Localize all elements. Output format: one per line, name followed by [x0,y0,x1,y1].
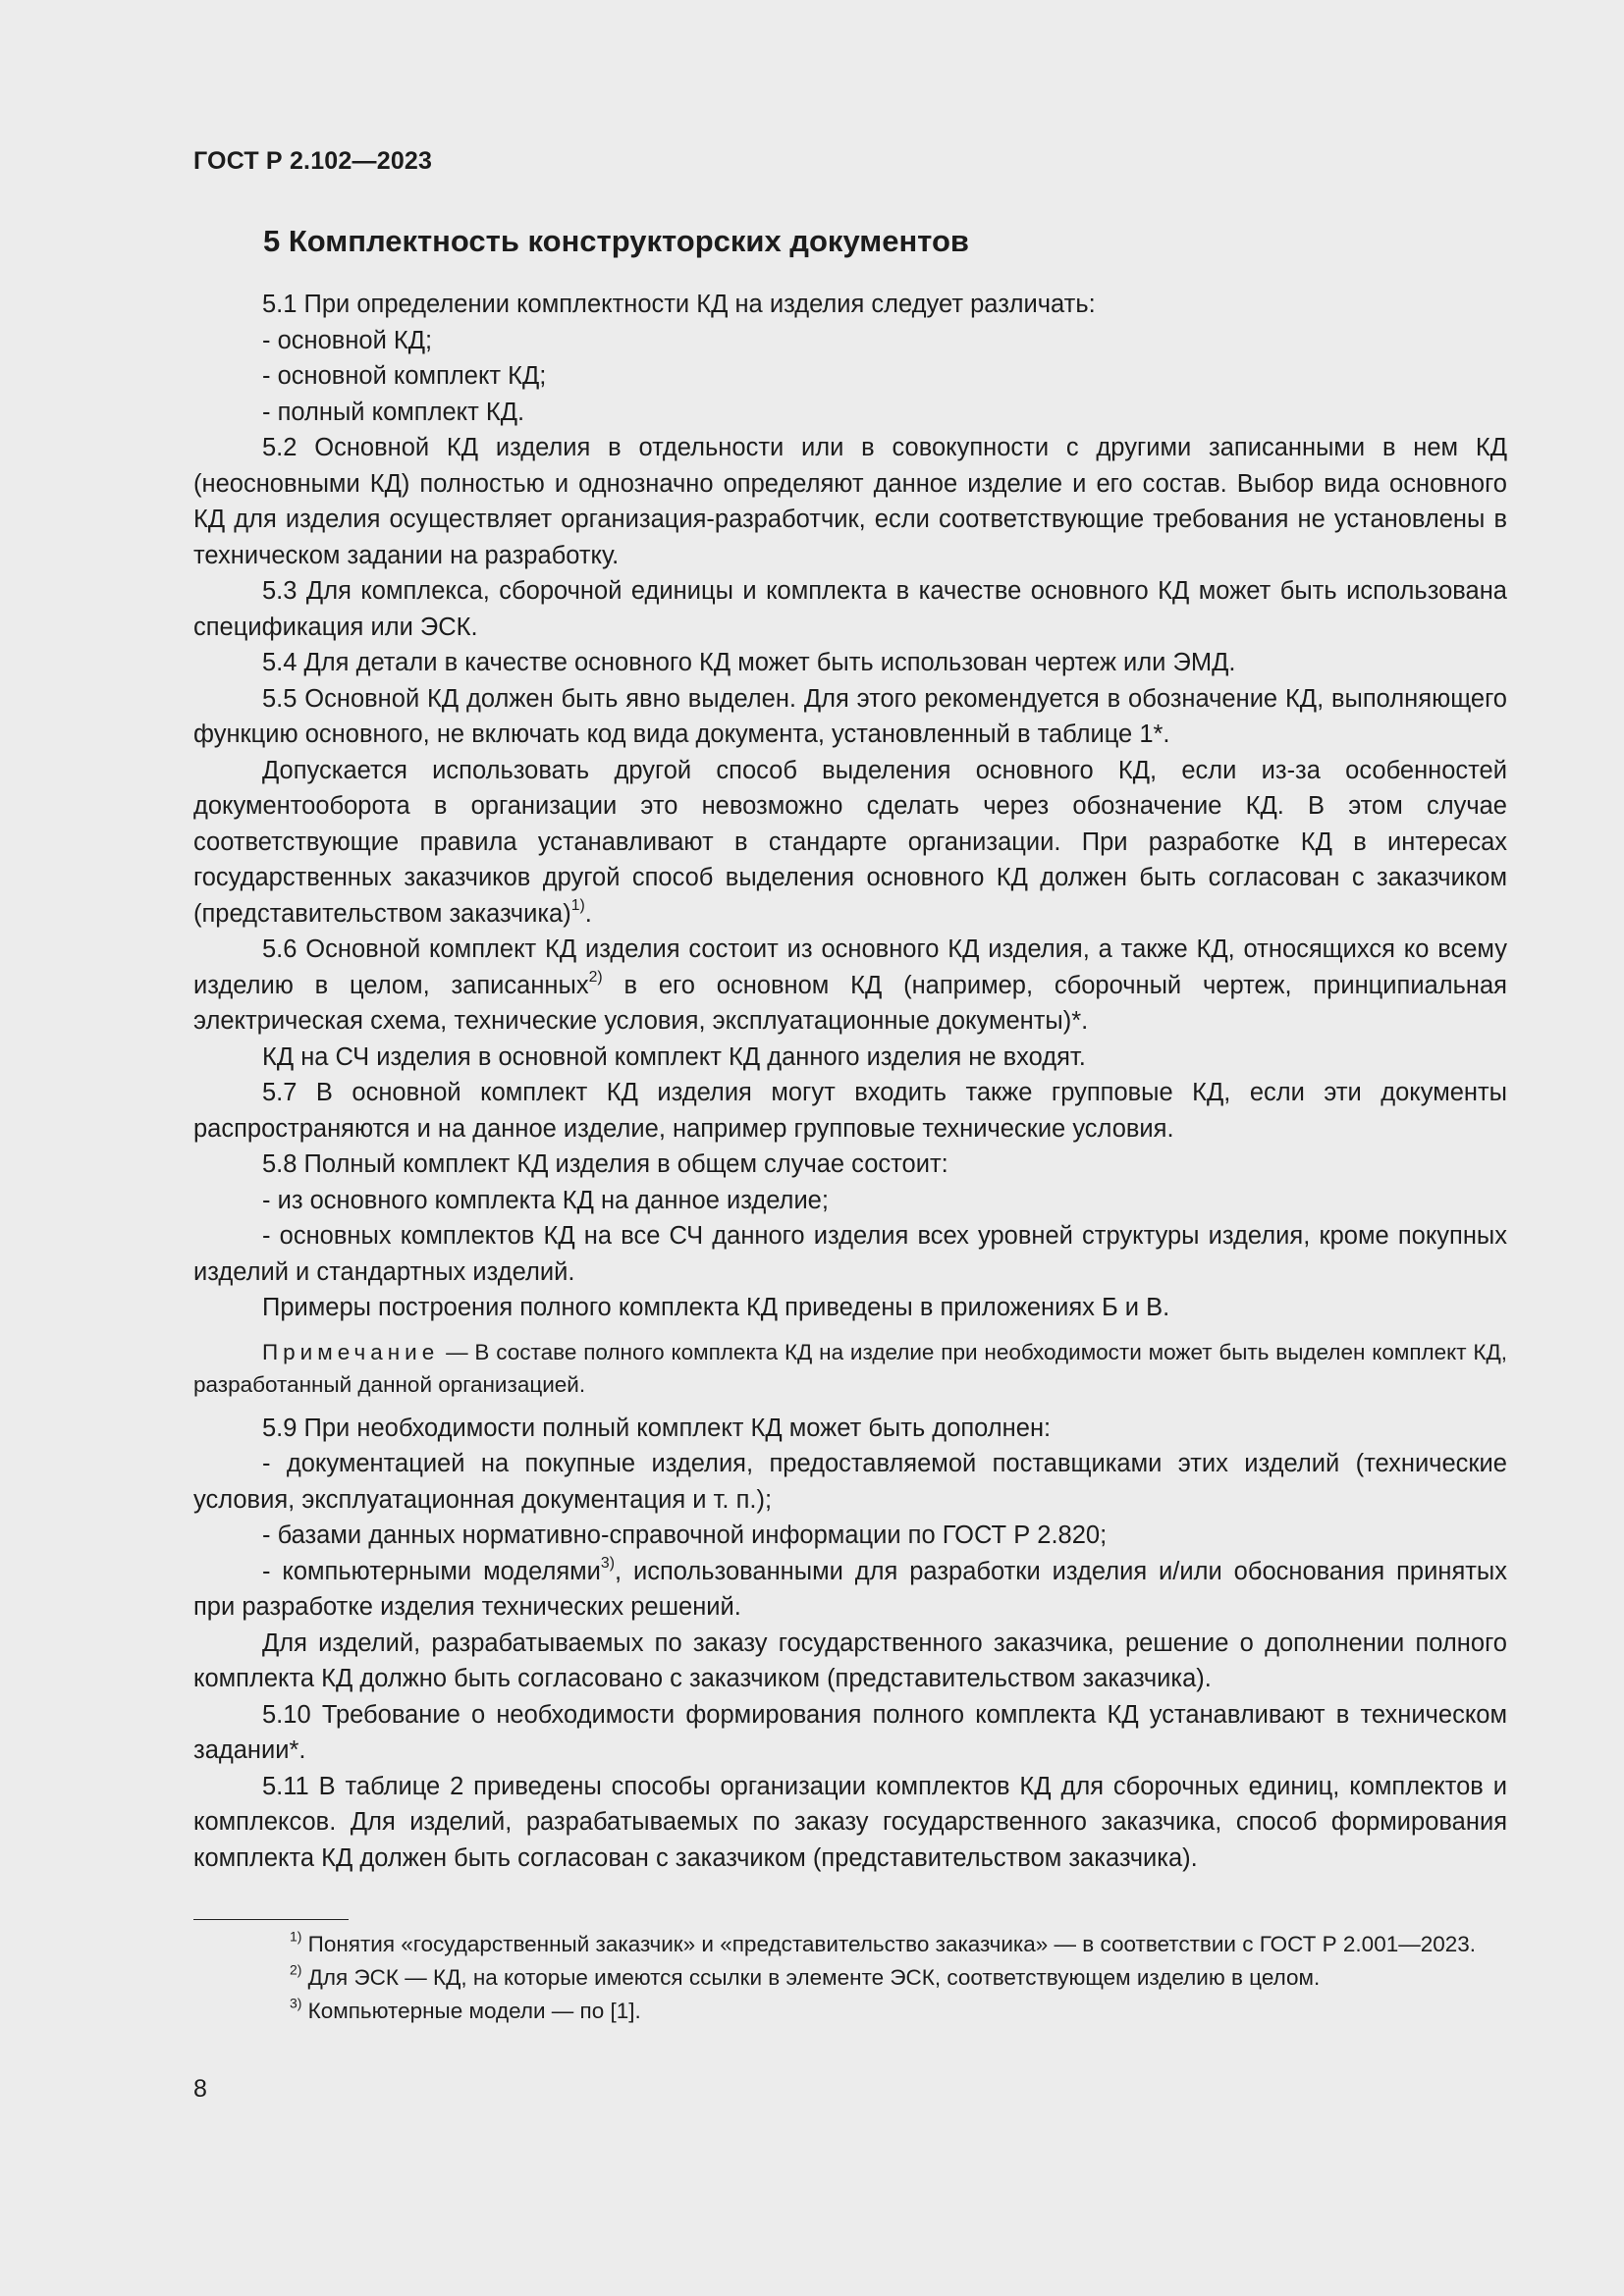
note-text: — В составе полного комплекта КД на изделие при необходимости может быть выделен комплект КД, разработанный данной организацией. [193,1339,1507,1397]
document-body [193,287,1507,1876]
paragraph-text: Допускается использовать другой способ выделения основного КД, если из-за особенностей документооборота в организации это невозможно сделать через обозначение КД. В этом случае соответствующие правила устанавливают в стандарте организации. При разработке КД в интересах государственных заказчиков другой способ выделения основного КД должен быть согласован с заказчиком (представительством заказчика) [193,756,1507,928]
list-item: - основной КД; [262,326,433,354]
paragraph-5-5: 5.5 Основной КД должен быть явно выделен. Для этого рекомендуется в обозначение КД, выполняющего функцию основного, не включать код вида документа, установленный в таблице 1*. [193,684,1507,748]
list-item: - из основного комплекта КД на данное изделие; [262,1186,829,1214]
paragraph-5-9-continued: Для изделий, разрабатываемых по заказу государственного заказчика, решение о дополнении полного комплекта КД должно быть согласовано с заказчиком (представительством заказчика). [193,1629,1507,1692]
paragraph-5-3: 5.3 Для комплекса, сборочной единицы и комплекта в качестве основного КД может быть использована спецификация или ЭСК. [193,577,1507,641]
footnote-text: Компьютерные модели — по [1]. [301,1999,641,2023]
paragraph-5-6-continued: КД на СЧ изделия в основной комплект КД данного изделия не входят. [262,1042,1086,1071]
footnote-divider [193,1919,349,1920]
paragraph-5-7: 5.7 В основной комплект КД изделия могут входить также групповые КД, если эти документы распространяются и на данное изделие, например групповые технические условия. [193,1079,1507,1143]
footnote-1 [193,1928,1507,1961]
note [193,1336,1507,1401]
footnote-ref-3: 3) [600,1554,615,1572]
paragraph-text: в его основном КД (например, сборочный чертеж, принципиальная электрическая схема, технические условия, эксплуатационные документы)*. [193,971,1507,1035]
list-item: - базами данных нормативно-справочной информации по ГОСТ Р 2.820; [262,1522,1108,1549]
section-title: 5 Комплектность конструкторских документов [263,224,969,258]
footnote-mark: 1) [290,1928,302,1945]
footnote-mark: 2) [290,1961,302,1978]
footnote-ref-2: 2) [588,968,603,986]
footnote-text: Понятия «государственный заказчик» и «представительство заказчика» — в соответствии с ГОСТ Р 2.001—2023. [301,1932,1477,1956]
paragraph-5-9: 5.9 При необходимости полный комплект КД может быть дополнен: [262,1414,1052,1442]
paragraph-5-5-continued [193,753,1507,933]
note-label: Примечание [262,1339,440,1364]
footnote-text: Для ЭСК — КД, на которые имеются ссылки в элементе ЭСК, соответствующем изделию в целом. [301,1965,1321,1990]
paragraph-5-2: 5.2 Основной КД изделия в отдельности или в совокупности с другими записанными в нем КД (неосновными КД) полностью и однозначно определяют данное изделие и его состав. Выбор вида основного КД для изделия осуществляет организация-разработчик, если соответствующие требования не установлены в техническом задании на разработку. [193,434,1507,569]
footnote-mark: 3) [290,1995,302,2011]
document-header: ГОСТ Р 2.102—2023 [193,147,433,175]
list-item: - документацией на покупные изделия, предоставляемой поставщиками этих изделий (технические условия, эксплуатационная документация и т. п.); [193,1450,1507,1514]
footnote-2 [193,1961,1507,1995]
paragraph-5-8-continued: Примеры построения полного комплекта КД приведены в приложениях Б и В. [262,1294,1170,1321]
paragraph-5-1: 5.1 При определении комплектности КД на изделия следует различать: [262,291,1096,318]
footnote-3 [193,1995,1507,2028]
footnotes [193,1928,1507,2028]
footnote-ref-1: 1) [570,896,585,914]
list-item: - полный комплект КД. [262,398,525,426]
list-item [193,1554,1507,1626]
paragraph-text: 5.6 Основной комплект КД изделия состоит из основного КД изделия, а также КД, относящихся ко всему изделию в целом, записанных [193,935,1507,999]
paragraph-5-11: 5.11 В таблице 2 приведены способы организации комплектов КД для сборочных единиц, комплектов и комплексов. Для изделий, разрабатываемых по заказу государственного заказчика, способ формирования комплекта КД должен быть согласован с заказчиком (представительством заказчика). [193,1772,1507,1872]
list-item-text: , использованными для разработки изделия и/или обоснования принятых при разработке изделия технических решений. [193,1557,1508,1621]
paragraph-5-8: 5.8 Полный комплект КД изделия в общем случае состоит: [262,1150,948,1178]
page-number: 8 [193,2075,207,2103]
paragraph-5-6 [193,932,1507,1040]
list-item: - основной комплект КД; [262,362,547,390]
paragraph-text-end: . [584,899,592,928]
paragraph-5-10: 5.10 Требование о необходимости формирования полного комплекта КД устанавливают в техническом задании*. [193,1700,1507,1764]
list-item: - основных комплектов КД на все СЧ данного изделия всех уровней структуры изделия, кроме покупных изделий и стандартных изделий. [193,1222,1507,1286]
list-item-text: - компьютерными моделями [262,1557,601,1585]
paragraph-5-4: 5.4 Для детали в качестве основного КД может быть использован чертеж или ЭМД. [262,649,1236,676]
